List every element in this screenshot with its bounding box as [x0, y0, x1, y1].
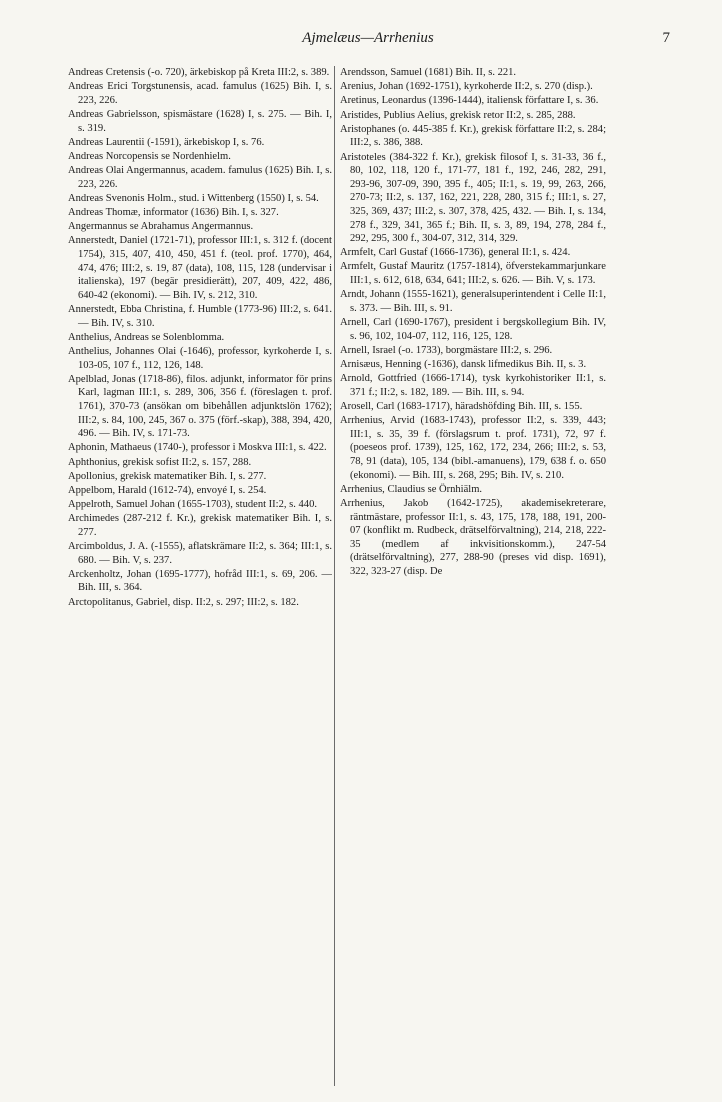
- index-entry: Aphonin, Mathaeus (1740-), professor i Moskva III:1, s. 422.: [68, 442, 327, 454]
- index-entry: Arendsson, Samuel (1681) Bih. II, s. 221.: [340, 67, 517, 78]
- index-entry: Appelroth, Samuel Johan (1655-1703), student II:2, s. 440.: [68, 499, 317, 511]
- index-entry: Arctopolitanus, Gabriel, disp. II:2, s. 297; III:2, s. 182.: [68, 596, 299, 608]
- index-entry: Arrhenius, Claudius se Örnhiälm.: [340, 483, 483, 495]
- running-title: Ajmelæus—Arrhenius: [302, 30, 434, 46]
- index-entry: Archimedes (287-212 f. Kr.), grekisk matematiker Bih. I, s. 277.: [68, 513, 332, 538]
- index-entry: Apollonius, grekisk matematiker Bih. I, s. 277.: [68, 470, 267, 482]
- index-entry: Annerstedt, Daniel (1721-71), professor III:1, s. 312 f. (docent 1754), 315, 407, 410, 450, 451 f. (teol. prof. 1770), 464, 474, 476; III:2, s. 19, 87 (data), 108, 115, 128 (undervisar i italienska), 197 (begär presidierätt), 207, 409, 422, 486, 640-42 (ekonomi). — Bih. IV, s. 212, 310.: [68, 235, 332, 301]
- column-divider: [334, 66, 335, 1086]
- index-entry: Arnisæus, Henning (-1636), dansk lifmedikus Bih. II, s. 3.: [340, 359, 587, 370]
- index-entry: Apelblad, Jonas (1718-86), filos. adjunkt, informator för prins Karl, lagman III:1, s. 289, 306, 356 f. (föreslagen t. prof. 1761), 370-73 (ansökan om bibehållen adjunktslön 1762); III:2, s. 84, 100, 245, 367 o. 375 (förf.-skap), 388, 394, 420, 496. — Bih. IV, s. 171-73.: [68, 373, 332, 440]
- index-entry: Aristophanes (o. 445-385 f. Kr.), grekisk författare II:2, s. 284; III:2, s. 386, 388.: [340, 123, 606, 149]
- index-entry: Anthelius, Andreas se Solenblomma.: [68, 331, 225, 343]
- index-entry: Arnell, Carl (1690-1767), president i bergskollegium Bih. IV, s. 96, 102, 104-07, 112, 116, 125, 128.: [340, 317, 606, 342]
- index-entry: Aristides, Publius Aelius, grekisk retor II:2, s. 285, 288.: [340, 109, 576, 121]
- index-entry: Andreas Svenonis Holm., stud. i Wittenberg (1550) I, s. 54.: [68, 192, 319, 204]
- index-entry: Arcimboldus, J. A. (-1555), aflatskrämare II:2, s. 364; III:1, s. 680. — Bih. V, s. 237.: [68, 541, 332, 566]
- index-entry: Aretinus, Leonardus (1396-1444), italiensk författare I, s. 36.: [340, 95, 599, 107]
- index-entry: Arnold, Gottfried (1666-1714), tysk kyrkohistoriker II:1, s. 371 f.; II:2, s. 182, 189. — Bih. III, s. 94.: [340, 373, 606, 398]
- index-entry: Armfelt, Carl Gustaf (1666-1736), general II:1, s. 424.: [340, 247, 571, 259]
- page-number: 7: [662, 30, 670, 46]
- index-entry: Anthelius, Johannes Olai (-1646), professor, kyrkoherde I, s. 103-05, 107 f., 112, 126, 148.: [68, 346, 332, 371]
- index-entry: Arosell, Carl (1683-1717), häradshöfding Bih. III, s. 155.: [340, 400, 583, 412]
- index-entry: Aphthonius, grekisk sofist II:2, s. 157, 288.: [68, 456, 252, 468]
- index-entry: Armfelt, Gustaf Mauritz (1757-1814), öfverstekammarjunkare III:1, s. 612, 618, 634, 641; III:2, s. 626. — Bih. V, s. 173.: [340, 261, 606, 287]
- index-entry: Arckenholtz, Johan (1695-1777), hofråd III:1, s. 69, 206. — Bih. III, s. 364.: [68, 568, 332, 594]
- index-entry: Andreas Olai Angermannus, academ. famulus (1625) Bih. I, s. 223, 226.: [68, 165, 332, 190]
- index-entry: Andreas Norcopensis se Nordenhielm.: [68, 150, 231, 162]
- index-entry: Andreas Cretensis (-o. 720), ärkebiskop på Kreta III:2, s. 389.: [68, 67, 330, 78]
- index-entry: Aristoteles (384-322 f. Kr.), grekisk filosof I, s. 31-33, 36 f., 80, 102, 118, 120 f., 171-77, 181 f., 192, 246, 282, 291, 293-96, 307-09, 390, 395 f., 405; II:1, s. 19, 99, 263, 266, 270-73; II:2, s. 137, 162, 221, 228, 280, 315 f.; III:1, s. 27, 325, 369, 437; III:2, s. 307, 378, 425, 432. — Bih. I, s. 134, 278 f., 329, 341, 365 f.; Bih. II, s. 3, 89, 194, 278, 284 f., 292, 295, 300 f., 304-07, 312, 314, 329.: [340, 151, 606, 245]
- index-entry: Arndt, Johann (1555-1621), generalsuperintendent i Celle II:1, s. 373. — Bih. III, s. 91.: [340, 289, 606, 314]
- index-entry: Arnell, Israel (-o. 1733), borgmästare III:2, s. 296.: [340, 344, 553, 356]
- index-columns: [68, 66, 672, 1086]
- index-entry: Arrhenius, Arvid (1683-1743), professor II:2, s. 339, 443; III:1, s. 35, 39 f. (förslagsrum t. prof. 1731), 72, 97 f. (poeseos prof. 1739), 125, 162, 172, 234, 266; III:2, s. 53, 78, 91 (data), 105, 134 (bibl.-amanuens), 179, 638 f. o. 650 (ekonomi). — Bih. III, s. 268, 295; Bih. IV, s. 210.: [340, 415, 606, 481]
- right-column: [340, 66, 606, 1086]
- index-entry: Andreas Erici Torgstunensis, acad. famulus (1625) Bih. I, s. 223, 226.: [68, 81, 332, 106]
- index-entry: Andreas Laurentii (-1591), ärkebiskop I, s. 76.: [68, 136, 265, 148]
- index-entry: Andreas Gabrielsson, spismästare (1628) I, s. 275. — Bih. I, s. 319.: [68, 108, 332, 134]
- left-column: [68, 66, 332, 1086]
- index-entry: Appelbom, Harald (1612-74), envoyé I, s. 254.: [68, 484, 267, 496]
- index-entry: Andreas Thomæ, informator (1636) Bih. I, s. 327.: [68, 207, 279, 219]
- index-entry: Arenius, Johan (1692-1751), kyrkoherde II:2, s. 270 (disp.).: [340, 81, 593, 93]
- index-entry: Arrhenius, Jakob (1642-1725), akademisekreterare, räntmästare, professor II:1, s. 43, 175, 178, 188, 191, 200-07 (konflikt m. Rudbeck, drätselförvaltning), 214, 218, 222-35 (medlem af inkvisitionskomm.), 247-54 (drätselförvaltning), 277, 288-90 (preses vid disp. 1691), 322, 323-27 (disp. De: [340, 497, 606, 577]
- index-entry: Angermannus se Abrahamus Angermannus.: [68, 221, 254, 233]
- index-entry: Annerstedt, Ebba Christina, f. Humble (1773-96) III:2, s. 641. — Bih. IV, s. 310.: [68, 304, 332, 329]
- page-header: [66, 30, 670, 54]
